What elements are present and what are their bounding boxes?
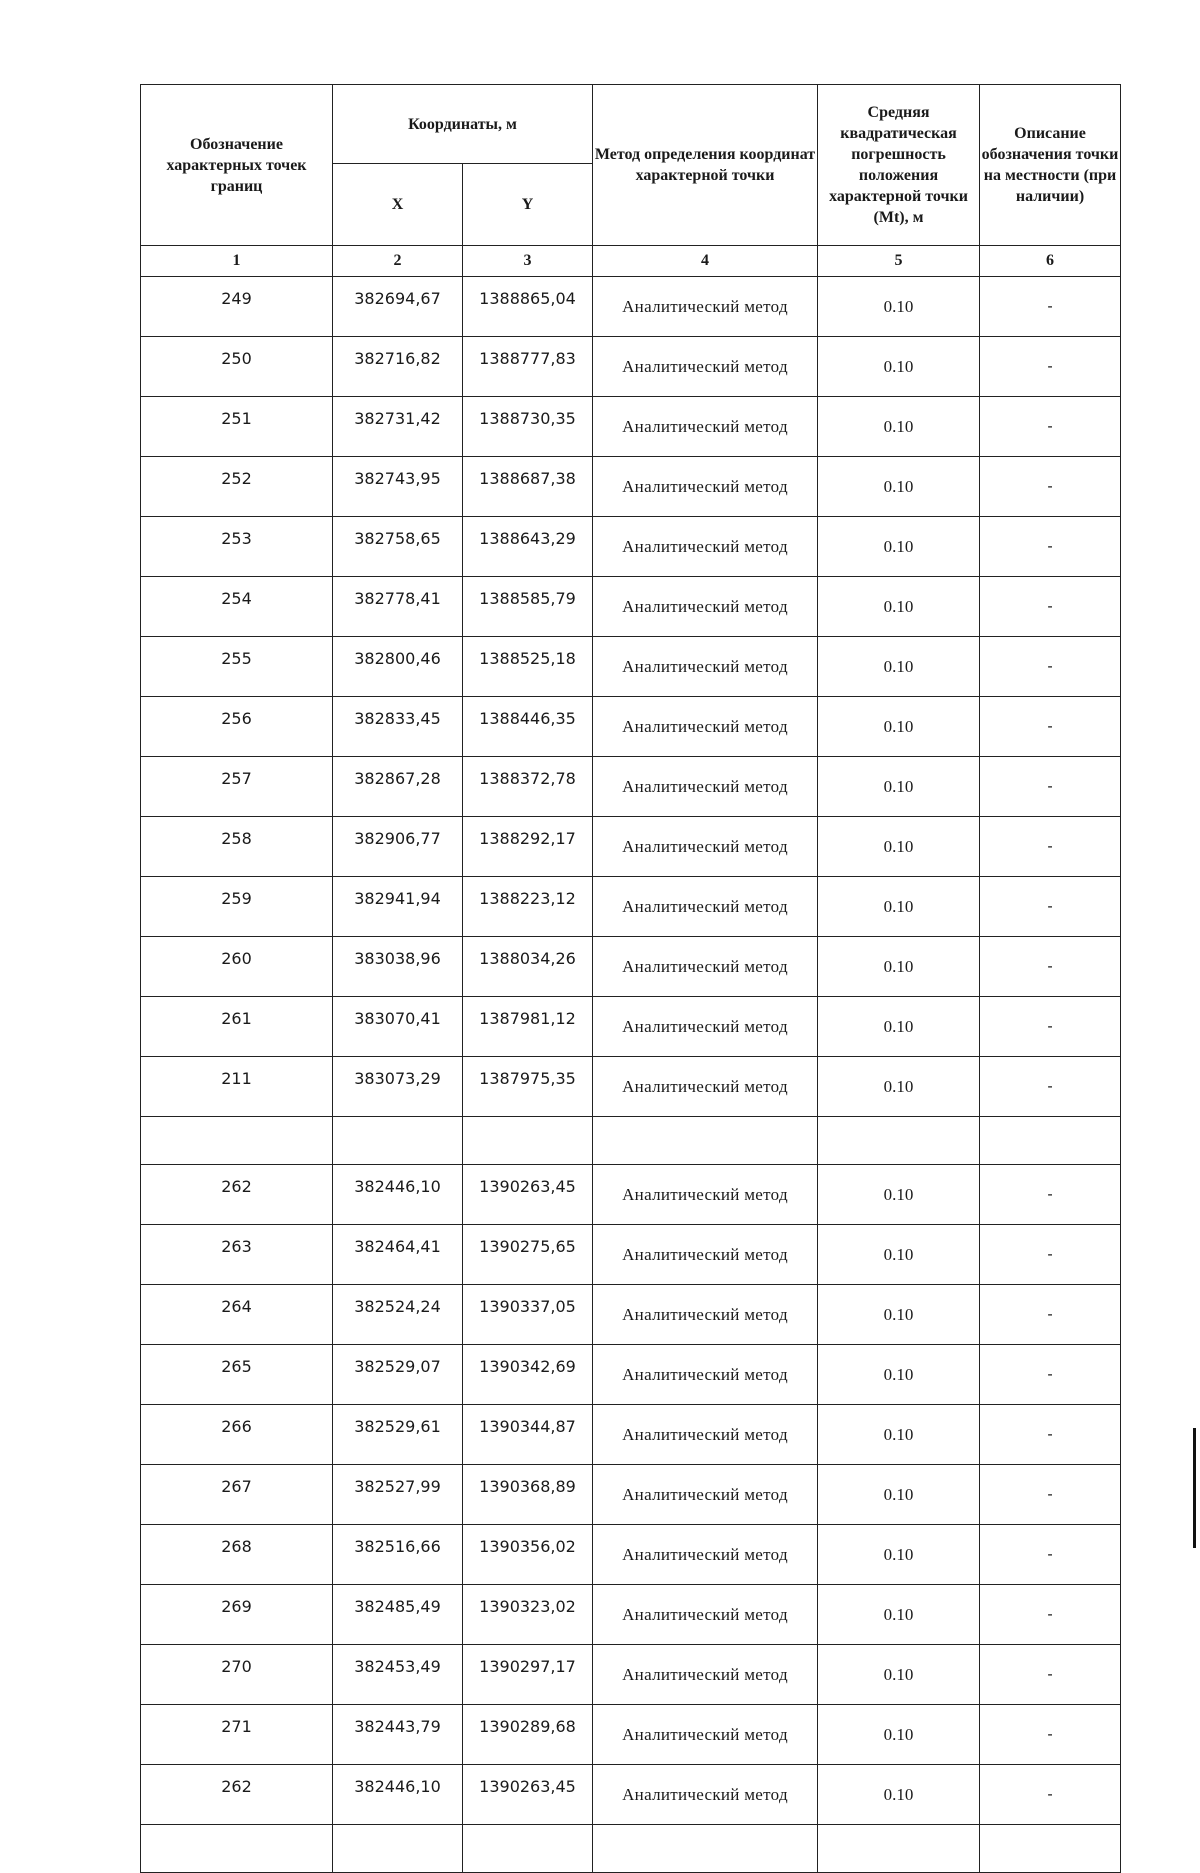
y-coordinate-cell: 1388777,83 [463,337,593,397]
method-cell: Аналитический метод [593,1405,818,1465]
error-value-cell: 0.10 [818,877,980,937]
description-cell: - [980,757,1121,817]
point-id-cell: 262 [141,1765,333,1825]
y-coordinate-cell: 1390368,89 [463,1465,593,1525]
table-row [141,577,1121,637]
y-coordinate-cell: 1388865,04 [463,277,593,337]
y-coordinate-cell: 1388730,35 [463,397,593,457]
table-row [141,277,1121,337]
description-cell: - [980,937,1121,997]
table-row [141,1465,1121,1525]
description-cell: - [980,337,1121,397]
empty-cell [463,1117,593,1165]
method-cell: Аналитический метод [593,457,818,517]
empty-cell [141,1117,333,1165]
point-id-cell: 254 [141,577,333,637]
table-row [141,817,1121,877]
table-row [141,1057,1121,1117]
y-coordinate-cell: 1388223,12 [463,877,593,937]
error-value-cell: 0.10 [818,517,980,577]
column-number: 1 [141,246,333,277]
description-cell: - [980,277,1121,337]
y-coordinate-cell: 1390263,45 [463,1165,593,1225]
method-cell: Аналитический метод [593,1645,818,1705]
header-point-description: Описание обозначения точки на местности (при наличии) [980,85,1121,246]
table-row [141,637,1121,697]
error-value-cell: 0.10 [818,1405,980,1465]
x-coordinate-cell: 382716,82 [333,337,463,397]
y-coordinate-cell: 1388643,29 [463,517,593,577]
y-coordinate-cell: 1390289,68 [463,1705,593,1765]
description-cell: - [980,457,1121,517]
error-value-cell: 0.10 [818,817,980,877]
error-value-cell: 0.10 [818,337,980,397]
y-coordinate-cell: 1390275,65 [463,1225,593,1285]
method-cell: Аналитический метод [593,1765,818,1825]
method-cell: Аналитический метод [593,1465,818,1525]
empty-cell [333,1117,463,1165]
empty-cell [593,1117,818,1165]
method-cell: Аналитический метод [593,517,818,577]
point-id-cell: 268 [141,1525,333,1585]
point-id-cell: 264 [141,1285,333,1345]
description-cell: - [980,1765,1121,1825]
x-coordinate-cell: 382446,10 [333,1165,463,1225]
point-id-cell: 251 [141,397,333,457]
x-coordinate-cell: 382731,42 [333,397,463,457]
description-cell: - [980,1465,1121,1525]
table-row [141,997,1121,1057]
y-coordinate-cell: 1390356,02 [463,1525,593,1585]
point-id-cell: 211 [141,1057,333,1117]
description-cell: - [980,1165,1121,1225]
empty-cell [818,1825,980,1873]
table-row [141,937,1121,997]
error-value-cell: 0.10 [818,997,980,1057]
table-row [141,457,1121,517]
x-coordinate-cell: 382529,61 [333,1405,463,1465]
x-coordinate-cell: 382778,41 [333,577,463,637]
point-id-cell: 267 [141,1465,333,1525]
empty-cell [333,1825,463,1873]
y-coordinate-cell: 1390263,45 [463,1765,593,1825]
point-id-cell: 258 [141,817,333,877]
x-coordinate-cell: 382446,10 [333,1765,463,1825]
point-id-cell: 265 [141,1345,333,1405]
point-id-cell: 256 [141,697,333,757]
point-id-cell: 263 [141,1225,333,1285]
x-coordinate-cell: 382443,79 [333,1705,463,1765]
description-cell: - [980,997,1121,1057]
y-coordinate-cell: 1388525,18 [463,637,593,697]
error-value-cell: 0.10 [818,697,980,757]
x-coordinate-cell: 383073,29 [333,1057,463,1117]
point-id-cell: 270 [141,1645,333,1705]
error-value-cell: 0.10 [818,1765,980,1825]
method-cell: Аналитический метод [593,1345,818,1405]
table-row [141,1345,1121,1405]
point-id-cell: 261 [141,997,333,1057]
point-id-cell: 253 [141,517,333,577]
column-number: 3 [463,246,593,277]
description-cell: - [980,1405,1121,1465]
x-coordinate-cell: 382453,49 [333,1645,463,1705]
error-value-cell: 0.10 [818,1225,980,1285]
method-cell: Аналитический метод [593,997,818,1057]
method-cell: Аналитический метод [593,397,818,457]
description-cell: - [980,1525,1121,1585]
error-value-cell: 0.10 [818,1705,980,1765]
empty-cell [141,1825,333,1873]
table-row [141,1285,1121,1345]
description-cell: - [980,1225,1121,1285]
x-coordinate-cell: 382743,95 [333,457,463,517]
coordinates-table [140,84,1121,1873]
point-id-cell: 259 [141,877,333,937]
point-id-cell: 257 [141,757,333,817]
method-cell: Аналитический метод [593,697,818,757]
y-coordinate-cell: 1390342,69 [463,1345,593,1405]
method-cell: Аналитический метод [593,1705,818,1765]
y-coordinate-cell: 1390323,02 [463,1585,593,1645]
table-row [141,1225,1121,1285]
error-value-cell: 0.10 [818,577,980,637]
method-cell: Аналитический метод [593,577,818,637]
error-value-cell: 0.10 [818,757,980,817]
header-x: X [333,164,463,246]
y-coordinate-cell: 1390297,17 [463,1645,593,1705]
table-row [141,1645,1121,1705]
x-coordinate-cell: 382906,77 [333,817,463,877]
description-cell: - [980,1645,1121,1705]
column-number: 6 [980,246,1121,277]
x-coordinate-cell: 382833,45 [333,697,463,757]
method-cell: Аналитический метод [593,757,818,817]
error-value-cell: 0.10 [818,1165,980,1225]
error-value-cell: 0.10 [818,1057,980,1117]
table-row [141,1585,1121,1645]
error-value-cell: 0.10 [818,1525,980,1585]
point-id-cell: 252 [141,457,333,517]
x-coordinate-cell: 382758,65 [333,517,463,577]
table-row [141,1165,1121,1225]
description-cell: - [980,877,1121,937]
method-cell: Аналитический метод [593,277,818,337]
method-cell: Аналитический метод [593,1165,818,1225]
point-id-cell: 271 [141,1705,333,1765]
description-cell: - [980,1345,1121,1405]
description-cell: - [980,1705,1121,1765]
description-cell: - [980,1585,1121,1645]
table-row [141,517,1121,577]
method-cell: Аналитический метод [593,817,818,877]
description-cell: - [980,1057,1121,1117]
empty-cell [980,1825,1121,1873]
table-row [141,1525,1121,1585]
x-coordinate-cell: 382524,24 [333,1285,463,1345]
table-row [141,877,1121,937]
point-id-cell: 266 [141,1405,333,1465]
x-coordinate-cell: 382941,94 [333,877,463,937]
point-id-cell: 262 [141,1165,333,1225]
table-row [141,1405,1121,1465]
method-cell: Аналитический метод [593,1585,818,1645]
empty-row [141,1825,1121,1873]
empty-cell [463,1825,593,1873]
y-coordinate-cell: 1387981,12 [463,997,593,1057]
x-coordinate-cell: 382516,66 [333,1525,463,1585]
description-cell: - [980,697,1121,757]
y-coordinate-cell: 1388446,35 [463,697,593,757]
point-id-cell: 269 [141,1585,333,1645]
point-id-cell: 249 [141,277,333,337]
y-coordinate-cell: 1390337,05 [463,1285,593,1345]
description-cell: - [980,637,1121,697]
point-id-cell: 250 [141,337,333,397]
table-row [141,757,1121,817]
method-cell: Аналитический метод [593,337,818,397]
x-coordinate-cell: 382529,07 [333,1345,463,1405]
y-coordinate-cell: 1388585,79 [463,577,593,637]
x-coordinate-cell: 382800,46 [333,637,463,697]
column-number: 4 [593,246,818,277]
table-body [141,277,1121,1873]
point-id-cell: 260 [141,937,333,997]
x-coordinate-cell: 382867,28 [333,757,463,817]
table-row [141,397,1121,457]
x-coordinate-cell: 382527,99 [333,1465,463,1525]
method-cell: Аналитический метод [593,1525,818,1585]
error-value-cell: 0.10 [818,397,980,457]
table-row [141,1705,1121,1765]
header-mean-square-error: Средняя квадратическая погрешность положения характерной точки (Mt), м [818,85,980,246]
method-cell: Аналитический метод [593,1285,818,1345]
error-value-cell: 0.10 [818,277,980,337]
x-coordinate-cell: 382485,49 [333,1585,463,1645]
y-coordinate-cell: 1387975,35 [463,1057,593,1117]
header-coordinates: Координаты, м [333,85,593,164]
header-method: Метод определения координат характерной точки [593,85,818,246]
error-value-cell: 0.10 [818,1345,980,1405]
error-value-cell: 0.10 [818,637,980,697]
error-value-cell: 0.10 [818,1465,980,1525]
column-number: 2 [333,246,463,277]
error-value-cell: 0.10 [818,1585,980,1645]
empty-cell [593,1825,818,1873]
x-coordinate-cell: 383070,41 [333,997,463,1057]
method-cell: Аналитический метод [593,877,818,937]
y-coordinate-cell: 1388372,78 [463,757,593,817]
column-number-row [141,246,1121,277]
method-cell: Аналитический метод [593,937,818,997]
description-cell: - [980,577,1121,637]
y-coordinate-cell: 1388034,26 [463,937,593,997]
table-row [141,337,1121,397]
y-coordinate-cell: 1390344,87 [463,1405,593,1465]
y-coordinate-cell: 1388687,38 [463,457,593,517]
header-y: Y [463,164,593,246]
header-point-designation: Обозначение характерных точек границ [141,85,333,246]
empty-cell [818,1117,980,1165]
method-cell: Аналитический метод [593,1057,818,1117]
point-id-cell: 255 [141,637,333,697]
x-coordinate-cell: 382694,67 [333,277,463,337]
table-row [141,1765,1121,1825]
separator-row [141,1117,1121,1165]
description-cell: - [980,1285,1121,1345]
error-value-cell: 0.10 [818,457,980,517]
description-cell: - [980,817,1121,877]
error-value-cell: 0.10 [818,937,980,997]
error-value-cell: 0.10 [818,1285,980,1345]
x-coordinate-cell: 382464,41 [333,1225,463,1285]
empty-cell [980,1117,1121,1165]
column-number: 5 [818,246,980,277]
margin-mark [1193,1428,1196,1548]
description-cell: - [980,517,1121,577]
method-cell: Аналитический метод [593,637,818,697]
x-coordinate-cell: 383038,96 [333,937,463,997]
error-value-cell: 0.10 [818,1645,980,1705]
method-cell: Аналитический метод [593,1225,818,1285]
description-cell: - [980,397,1121,457]
y-coordinate-cell: 1388292,17 [463,817,593,877]
table-row [141,697,1121,757]
